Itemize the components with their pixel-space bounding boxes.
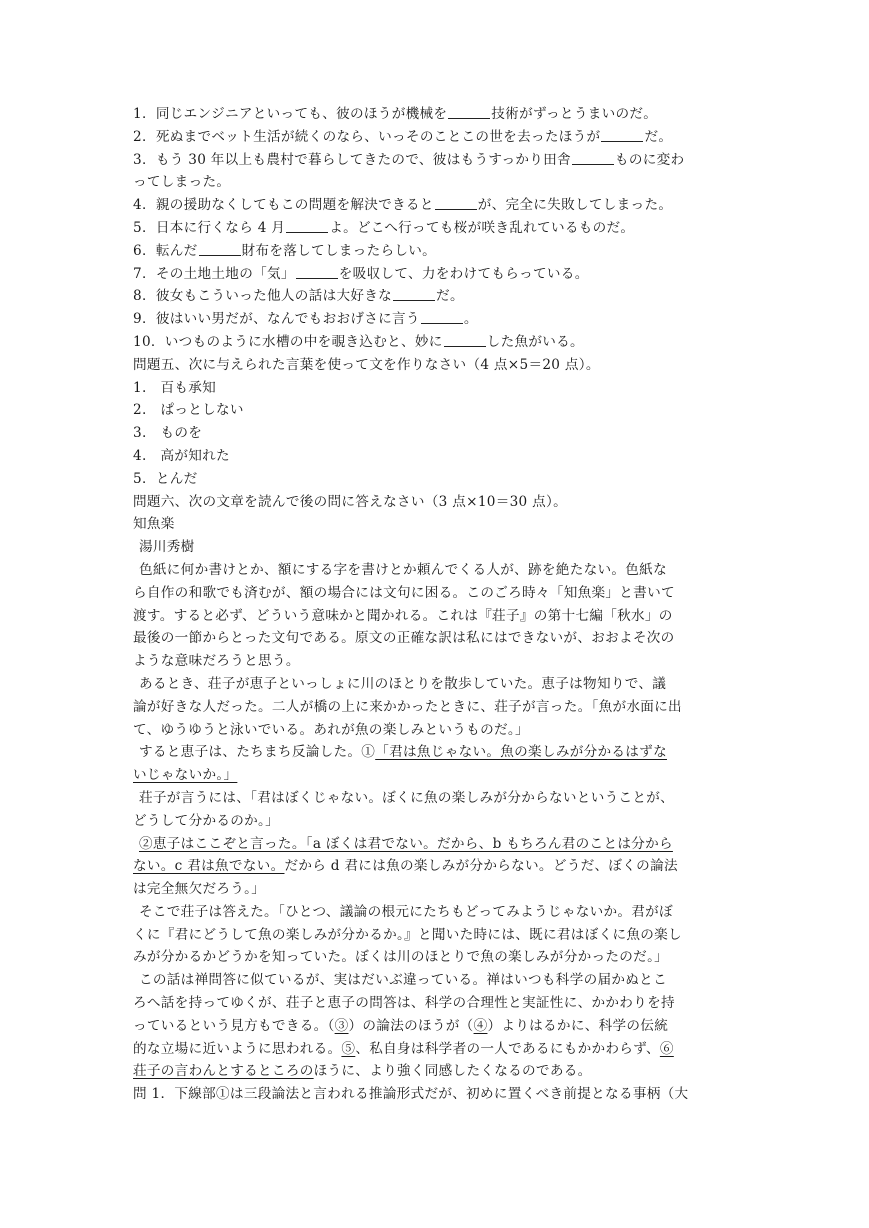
document-body (133, 103, 745, 1106)
q5-item: 4. 高が知れた (133, 447, 230, 464)
underlined-text-6: 荘子の言わんとするところの (133, 1063, 314, 1080)
q4-item-10: 10．いつものように水槽の中を覗き込むと、妙に した魚がいる。 (133, 333, 584, 350)
q5-item: 3. ものを (133, 425, 203, 442)
paragraph-line: くに『君にどうして魚の楽しみが分かるか。』と聞いた時には、既に君はぼくに魚の楽し (133, 926, 682, 943)
answer-blank (393, 287, 435, 301)
q4-item-9: 9．彼はいい男だが、なんでもおおげさに言う 。 (133, 311, 478, 328)
paragraph-line: そこで荘子は答えた。「ひとつ、議論の根元にたちもどってみようじゃないか。君がぼ (139, 903, 673, 920)
essay-author: 湯川秀樹 (139, 539, 195, 556)
q4-item-2: 2．死ぬまでベット生活が続くのなら、いっそのことこの世を去ったほうが だ。 (133, 128, 673, 145)
q4-item-3-continuation: ってしまった。 (133, 174, 231, 191)
question-1: 問 1．下線部①は三段論法と言われる推論形式だが、初めに置くべき前提となる事柄（大 (133, 1086, 689, 1103)
paragraph-line: ない。c 君は魚でない。だから d 君には魚の楽しみが分からない。どうだ、ぼくの論法 (133, 858, 678, 875)
paragraph-line: 荘子の言わんとするところのほうに、より強く同感したくなるのである。 (133, 1063, 592, 1080)
answer-blank (286, 219, 328, 233)
paragraph-line: ような意味だろうと思う。 (133, 653, 300, 670)
paragraph-line (133, 833, 745, 856)
paragraph-line: みが分かるかどうかを知っていた。ぼくは川のほとりで魚の楽しみが分かったのだ。」 (133, 949, 669, 966)
underlined-text-1: 「君は魚じゃない。魚の楽しみが分かるはずな (375, 744, 667, 761)
q5-item: 5．とんだ (133, 470, 198, 487)
q4-item-7: 7．その土地土地の「気」 を吸収して、力をわけてもらっている。 (133, 265, 589, 282)
answer-blank (421, 310, 463, 324)
q4-item-8: 8．彼女もこういった他人の話は大好きな だ。 (133, 288, 464, 305)
q5-item: 1. 百も承知 (133, 379, 217, 396)
paragraph-line: すると恵子は、たちまち反論した。①「君は魚じゃない。魚の楽しみが分かるはずな (139, 744, 667, 761)
paragraph-line: 最後の一節からとった文句である。原文の正確な訳は私にはできないが、おおよそ次の (133, 630, 675, 647)
marker-3: ③ (334, 1017, 349, 1034)
paragraph-line: 荘子が言うには、「君はぼくじゃない。ぼくに魚の楽しみが分からないということが、 (139, 789, 675, 806)
paragraph-line: は完全無欠だろう。」 (133, 881, 266, 898)
underlined-text-2: ②恵子はここぞと言った。「a ぼくは君でない。だから、b もちろん君のことは分から (139, 835, 673, 852)
q5-item: 2. ぱっとしない (133, 402, 244, 419)
answer-blank (448, 105, 490, 119)
paragraph-line: ろへ話を持ってゆくが、荘子と恵子の問答は、科学の合理性と実証性に、かかわりを持 (133, 995, 675, 1012)
q5-heading: 問題五、次に与えられた言葉を使って文を作りなさい（4 点×5＝20 点）。 (133, 356, 600, 373)
marker-4: ④ (473, 1017, 488, 1034)
q4-item-1: 1．同じエンジニアといっても、彼のほうが機械を 技術がずっとうまいのだ。 (133, 106, 658, 122)
marker-6: ⑥ (659, 1040, 674, 1057)
paragraph-line: あるとき、荘子が恵子といっしょに川のほとりを散歩していた。恵子は物知りで、議 (139, 675, 667, 692)
q4-item-5: 5．日本に行くなら 4 月 よ。どこへ行っても桜が咲き乱れているものだ。 (133, 219, 635, 236)
answer-blank (199, 242, 241, 256)
paragraph-line: どうして分かるのか。」 (133, 812, 280, 829)
q4-item-4: 4．親の援助なくしてもこの問題を解決できると が、完全に失敗してしまった。 (133, 197, 673, 214)
q4-item-6: 6．転んだ 財布を落してしまったらしい。 (133, 242, 437, 259)
q6-heading: 問題六、次の文章を読んで後の問に答えなさい（3 点×10＝30 点）。 (133, 493, 568, 510)
essay-title: 知魚楽 (133, 516, 175, 533)
paragraph-line: この話は禅問答に似ているが、実はだいぶ違っている。禅はいつも科学の届かぬとこ (139, 972, 667, 989)
q4-item-3: 3．もう 30 年以上も農村で暮らしてきたので、彼はもうすっかり田舎 ものに変わ (133, 151, 685, 168)
paragraph-line: ら自作の和歌でも済むが、額の場合には文句に困る。このごろ時々「知魚楽」と書いて (133, 584, 675, 601)
answer-blank (601, 128, 643, 142)
paragraph-line (133, 764, 745, 787)
paragraph-line: 論が好きな人だった。二人が橋の上に来かかったときに、荘子が言った。「魚が水面に出 (133, 698, 682, 715)
paragraph-line: っているという見方もできる。（③）の論法のほうが（④）よりはるかに、科学の伝統 (133, 1017, 669, 1034)
answer-blank (444, 333, 486, 347)
paragraph-line: 色紙に何か書けとか、額にする字を書けとか頼んでくる人が、跡を絶たない。色紙な (139, 561, 667, 578)
answer-blank (435, 196, 477, 210)
paragraph-line: て、ゆうゆうと泳いでいる。あれが魚の楽しみというものだ。」 (133, 721, 529, 738)
paragraph-line: 的な立場に近いように思われる。⑤、私自身は科学者の一人であるにもかかわらず、⑥ (133, 1040, 674, 1057)
marker-5: ⑤ (341, 1040, 356, 1057)
underlined-text-2: ない。c 君は魚でない。 (133, 858, 285, 875)
answer-blank (296, 265, 338, 279)
underlined-text-1: いじゃないか。」 (133, 767, 238, 784)
paragraph-line: 渡す。すると必ず、どういう意味かと聞かれる。これは『荘子』の第十七編「秋水」の (133, 607, 673, 624)
answer-blank (572, 151, 614, 165)
